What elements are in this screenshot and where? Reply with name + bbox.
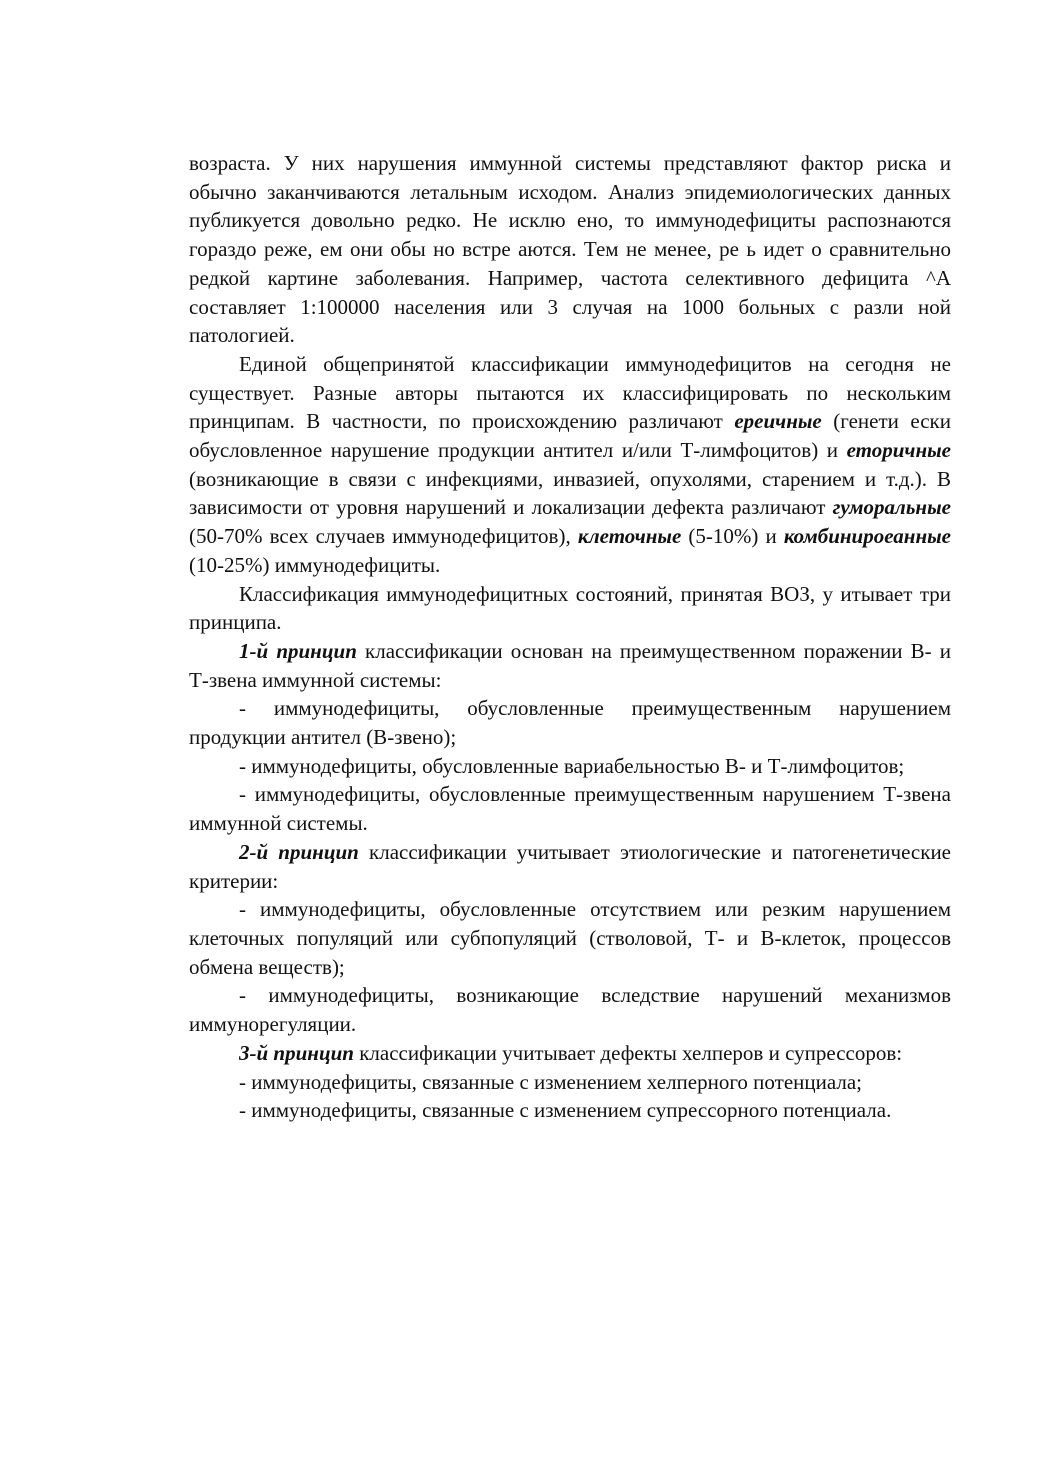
- term-humoral: гуморальные: [832, 495, 951, 520]
- principle-3-heading: 3-й принцип: [239, 1040, 354, 1065]
- list-item: - иммунодефициты, обусловленные преимущественным нарушением продукции антител (В-звено);: [189, 696, 951, 750]
- text-segment: (5-10%) и: [681, 524, 784, 549]
- paragraph-principle-3: [189, 1039, 951, 1068]
- principle-2-heading: 2-й принцип: [239, 839, 359, 864]
- term-combined: комбинироеанные: [783, 524, 951, 549]
- list-item: - иммунодефициты, обусловленные отсутствием или резким нарушением клеточных популяций или субпопуляций (стволовой, Т- и В-клеток, процессов обмена веществ);: [189, 897, 951, 979]
- paragraph-principle-2: [189, 838, 951, 895]
- paragraph-who: Классификация иммунодефицитных состояний, принятая ВОЗ, у итывает три принципа.: [189, 581, 951, 635]
- list-item: - иммунодефициты, связанные с изменением хелперного потенциала;: [239, 1069, 862, 1094]
- text-segment: Единой общепринятой классификации иммунодефицитов на сегодня не существует. Разные авторы пытаются их классифицировать по нескольким принципам. В частности, по происхождению различают: [189, 351, 951, 434]
- document-page: [189, 149, 951, 1125]
- list-item: - иммунодефициты, возникающие вследствие нарушений механизмов иммунорегуляции.: [189, 983, 951, 1037]
- text-segment: классификации учитывает дефекты хелперов и супрессоров:: [353, 1040, 903, 1065]
- principle-1-heading: 1-й принцип: [239, 638, 357, 663]
- list-item: - иммунодефициты, связанные с изменением супрессорного потенциала.: [239, 1098, 892, 1123]
- text-segment: (возникающие в связи с инфекциями, инвазией, опухолями, старением и т.д.). В зависимости от уровня нарушений и локализации дефекта различают: [189, 466, 951, 520]
- text-segment: классификации учитывает этиологические и патогенетические критерии:: [189, 839, 952, 893]
- list-item: - иммунодефициты, обусловленные преимущественным нарушением Т-звена иммунной системы.: [189, 782, 951, 836]
- term-cellular: клеточные: [577, 524, 682, 549]
- term-secondary: еторичные: [846, 438, 951, 463]
- term-primary: ереичные: [734, 409, 822, 434]
- paragraph-principle-1: [189, 637, 951, 694]
- paragraph-intro: возраста. У них нарушения иммунной системы представляют фактор риска и обычно заканчиваются летальным исходом. Анализ эпидемиологических данных публикуется довольно редко. Не исклю ено, то иммунодефициты распознаются гораздо реже, ем они обы но встре аются. Тем не менее, ре ь идет о сравнительно редкой картине заболевания. Например, частота селективного дефицита ^А составляет 1:100000 населения или 3 случая на 1000 больных с разли ной патологией.: [189, 151, 951, 348]
- text-segment: (генети ески обусловленное нарушение продукции антител и/или Т-лимфоцитов) и: [189, 409, 951, 463]
- paragraph-classification: [189, 350, 951, 580]
- text-segment: (50-70% всех случаев иммунодефицитов),: [189, 524, 578, 549]
- text-segment: классификации основан на преимущественном поражении В- и Т-звена иммунной системы:: [189, 638, 951, 692]
- text-segment: (10-25%) иммунодефициты.: [189, 552, 441, 577]
- list-item: - иммунодефициты, обусловленные вариабельностью В- и Т-лимфоцитов;: [239, 753, 905, 778]
